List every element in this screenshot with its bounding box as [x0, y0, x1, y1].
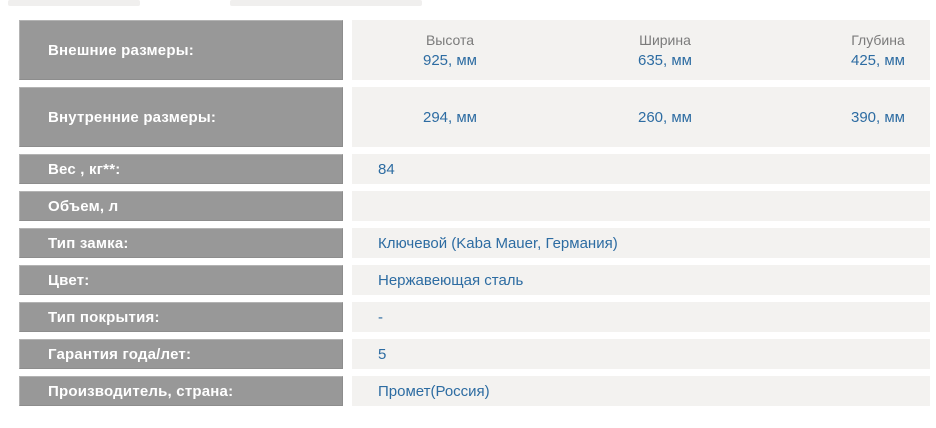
row-label: Внешние размеры: [19, 20, 343, 80]
table-row-lock-type [19, 228, 930, 258]
dim-value: 260, мм [638, 108, 692, 126]
dim-col-height [352, 32, 548, 69]
dim-header: Ширина [639, 31, 691, 48]
row-value: 84 [352, 154, 930, 184]
table-row-warranty [19, 339, 930, 369]
row-value [352, 191, 930, 221]
row-value: - [352, 302, 930, 332]
dim-value: 925, мм [423, 51, 477, 69]
dim-value: 635, мм [638, 51, 692, 69]
table-row-manufacturer [19, 376, 930, 406]
row-value: Нержавеющая сталь [352, 265, 930, 295]
row-values [352, 20, 930, 80]
row-label: Объем, л [19, 191, 343, 221]
dim-value: 425, мм [851, 51, 905, 69]
table-row-color [19, 265, 930, 295]
row-label: Тип замка: [19, 228, 343, 258]
dim-col-height [352, 109, 548, 126]
dim-col-depth [782, 109, 930, 126]
row-value: Ключевой (Kaba Mauer, Германия) [352, 228, 930, 258]
table-row-weight [19, 154, 930, 184]
row-label: Внутренние размеры: [19, 87, 343, 147]
table-row-volume [19, 191, 930, 221]
dim-header: Глубина [851, 31, 905, 48]
dim-value: 294, мм [423, 108, 477, 126]
row-label: Производитель, страна: [19, 376, 343, 406]
table-row-internal-dimensions [19, 87, 930, 147]
dim-col-depth [782, 32, 930, 69]
dim-col-width [548, 109, 782, 126]
product-spec-table [19, 20, 930, 413]
row-label: Вес , кг**: [19, 154, 343, 184]
table-row-external-dimensions [19, 20, 930, 80]
row-values [352, 87, 930, 147]
row-label: Цвет: [19, 265, 343, 295]
row-value: Промет(Россия) [352, 376, 930, 406]
dim-value: 390, мм [851, 108, 905, 126]
row-value: 5 [352, 339, 930, 369]
table-row-coating-type [19, 302, 930, 332]
dim-header: Высота [425, 31, 475, 48]
row-label: Тип покрытия: [19, 302, 343, 332]
cropped-artifact [8, 0, 140, 6]
dim-col-width [548, 32, 782, 69]
row-label: Гарантия года/лет: [19, 339, 343, 369]
cropped-artifact [230, 0, 422, 6]
